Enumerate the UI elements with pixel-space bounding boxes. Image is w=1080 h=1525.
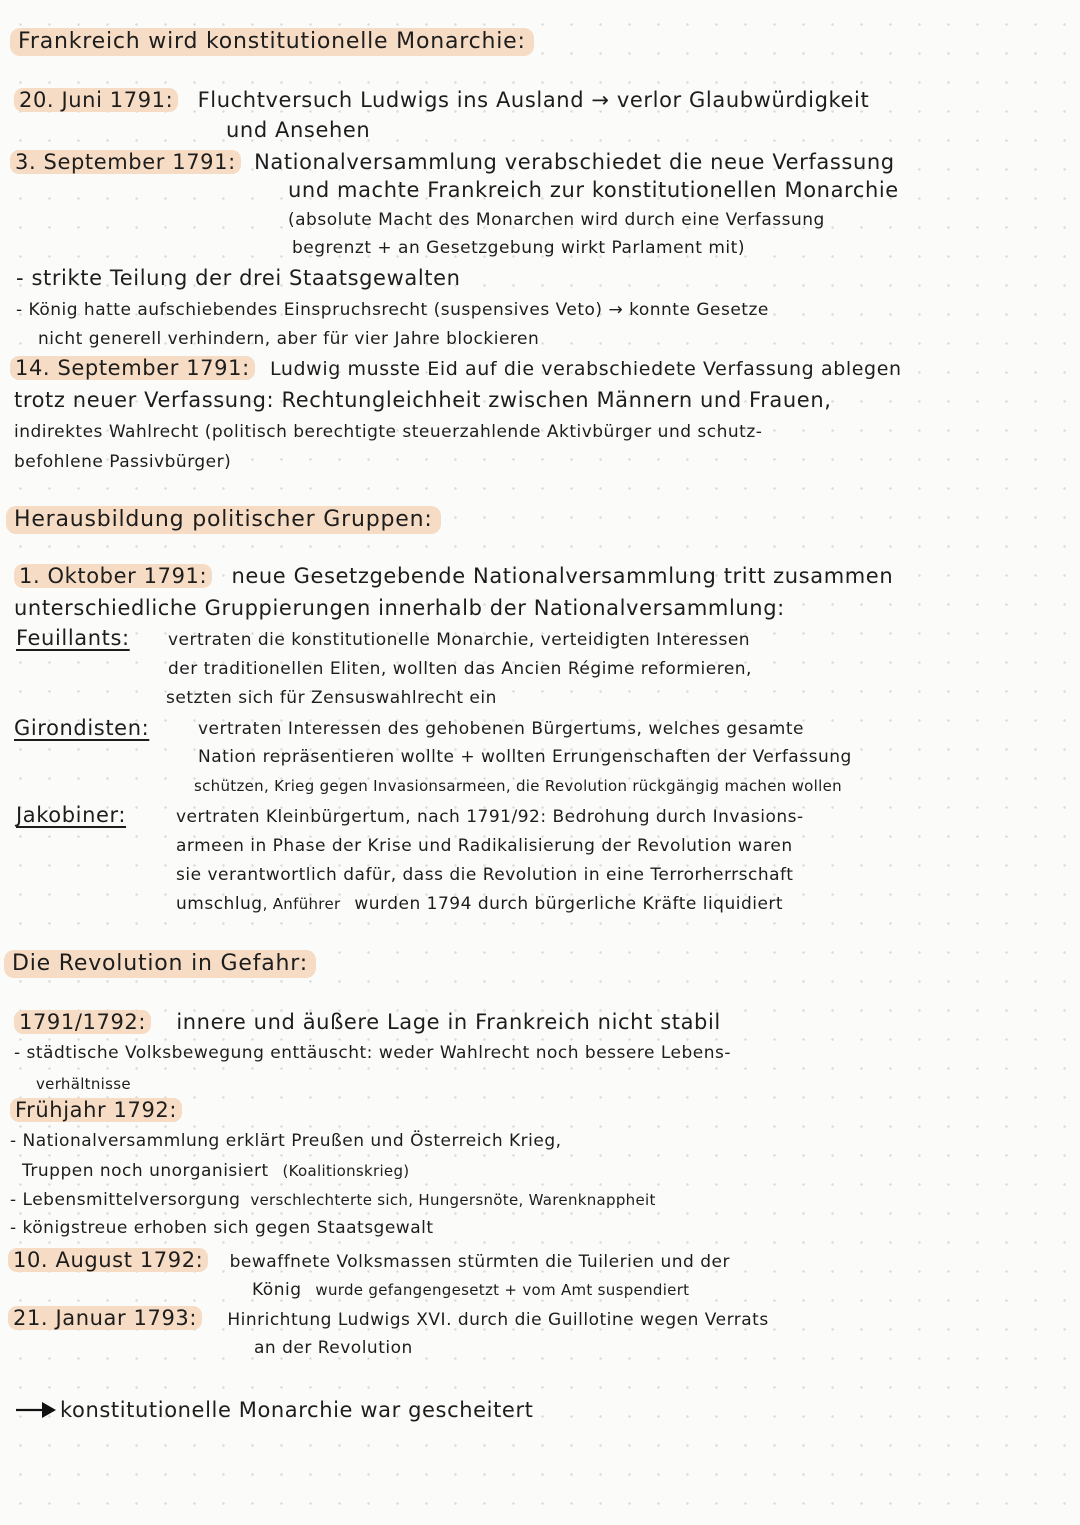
bullet-line: - König hatte aufschiebendes Einspruchsrecht (suspensives Veto) → konnte Gesetze <box>16 300 769 320</box>
jakobiner-line: armeen in Phase der Krise und Radikalisierung der Revolution waren <box>176 836 793 856</box>
entry-text: bewaffnete Volksmassen stürmten die Tuilerien und der <box>229 1252 730 1272</box>
entry-fruehjahr-1792 <box>10 1096 182 1124</box>
date-highlight: Frühjahr 1792: <box>10 1098 182 1122</box>
date-highlight: 3. September 1791: <box>10 150 241 174</box>
text-fragment: verschlechterte sich, Hungersnöte, Warenknappheit <box>250 1191 656 1209</box>
text-fragment: , Anführer <box>262 895 341 913</box>
date-highlight: 10. August 1792: <box>8 1248 208 1272</box>
note-line: und machte Frankreich zur konstitutionellen Monarchie <box>288 178 899 202</box>
text-fragment: - Lebensmittelversorgung <box>10 1190 241 1210</box>
note-line: unterschiedliche Gruppierungen innerhalb der Nationalversammlung: <box>14 596 785 620</box>
entry-text: Ludwig musste Eid auf die verabschiedete Verfassung ablegen <box>270 358 902 380</box>
feuillants-line: vertraten die konstitutionelle Monarchie, verteidigten Interessen <box>168 630 751 650</box>
jakobiner-label <box>16 801 126 829</box>
date-highlight: 1791/1792: <box>14 1010 151 1034</box>
group-label: Jakobiner: <box>16 803 127 827</box>
heading-revolution-in-gefahr: Die Revolution in Gefahr: <box>4 950 316 978</box>
arrow-right-icon <box>14 1400 58 1420</box>
entry-1-oktober-1791 <box>14 562 893 590</box>
text-fragment: wurde gefangengesetzt + vom Amt suspendiert <box>315 1281 690 1299</box>
entry-text: Fluchtversuch Ludwigs ins Ausland → verlor Glaubwürdigkeit <box>197 88 870 112</box>
entry-14-september-1791 <box>10 354 902 383</box>
entry-text: innere und äußere Lage in Frankreich nicht stabil <box>176 1010 721 1034</box>
group-label: Girondisten: <box>14 716 150 740</box>
note-line: verhältnisse <box>36 1075 131 1093</box>
entry-text: Hinrichtung Ludwigs XVI. durch die Guillotine wegen Verrats <box>227 1310 769 1330</box>
bullet-line: - strikte Teilung der drei Staatsgewalten <box>16 266 461 290</box>
girondisten-line: vertraten Interessen des gehobenen Bürgertums, welches gesamte <box>198 719 804 739</box>
jakobiner-line: vertraten Kleinbürgertum, nach 1791/92: Bedrohung durch Invasions- <box>176 807 804 827</box>
heading-politische-gruppen: Herausbildung politischer Gruppen: <box>6 506 441 534</box>
entry-21-januar-1793 <box>8 1304 769 1334</box>
text-fragment: wurden 1794 durch bürgerliche Kräfte liquidiert <box>354 894 784 914</box>
entry-3-september-1791 <box>10 148 895 176</box>
note-line: begrenzt + an Gesetzgebung wirkt Parlament mit) <box>292 238 745 258</box>
note-line: nicht generell verhindern, aber für vier Jahre blockieren <box>38 329 540 349</box>
entry-1791-1792 <box>14 1008 721 1036</box>
note-line <box>252 1276 689 1304</box>
group-label: Feuillants: <box>16 626 130 650</box>
jakobiner-line: sie verantwortlich dafür, dass die Revolution in eine Terrorherrschaft <box>176 865 794 885</box>
feuillants-label <box>16 624 130 652</box>
text-fragment: König <box>252 1280 302 1300</box>
text-fragment: Truppen noch unorganisiert <box>22 1161 269 1181</box>
bullet-line: - königstreue erhoben sich gegen Staatsgewalt <box>10 1218 434 1238</box>
text-fragment: umschlug <box>176 894 263 914</box>
entry-20-juni-1791 <box>14 86 869 114</box>
note-line: befohlene Passivbürger) <box>14 452 232 472</box>
entry-text: neue Gesetzgebende Nationalversammlung tritt zusammen <box>231 564 894 588</box>
jakobiner-line <box>176 890 783 918</box>
bullet-line <box>10 1186 656 1214</box>
conclusion-line: konstitutionelle Monarchie war gescheitert <box>60 1398 534 1422</box>
text-fragment: (Koalitionskrieg) <box>282 1162 410 1180</box>
bullet-line: - städtische Volksbewegung enttäuscht: weder Wahlrecht noch bessere Lebens- <box>14 1043 731 1063</box>
note-line: an der Revolution <box>254 1338 413 1358</box>
feuillants-line: der traditionellen Eliten, wollten das Ancien Régime reformieren, <box>168 659 752 679</box>
entry-text: Nationalversammlung verabschiedet die neue Verfassung <box>254 150 895 174</box>
note-line <box>22 1157 409 1185</box>
note-line: (absolute Macht des Monarchen wird durch eine Verfassung <box>288 210 825 230</box>
note-line: trotz neuer Verfassung: Rechtungleichheit zwischen Männern und Frauen, <box>14 388 832 412</box>
date-highlight: 1. Oktober 1791: <box>14 564 212 588</box>
girondisten-line: schützen, Krieg gegen Invasionsarmeen, die Revolution rückgängig machen wollen <box>194 777 842 795</box>
feuillants-line: setzten sich für Zensuswahlrecht ein <box>166 688 497 708</box>
heading-konstitutionelle-monarchie: Frankreich wird konstitutionelle Monarchie: <box>10 28 534 56</box>
note-line: und Ansehen <box>226 118 371 142</box>
date-highlight: 20. Juni 1791: <box>14 88 178 112</box>
note-line: indirektes Wahlrecht (politisch berechtigte steuerzahlende Aktivbürger und schutz- <box>14 422 763 442</box>
girondisten-line: Nation repräsentieren wollte + wollten Errungenschaften der Verfassung <box>198 747 852 767</box>
date-highlight: 14. September 1791: <box>10 356 255 380</box>
girondisten-label <box>14 714 149 742</box>
entry-10-august-1792 <box>8 1246 730 1276</box>
bullet-line: - Nationalversammlung erklärt Preußen und Österreich Krieg, <box>10 1131 562 1151</box>
date-highlight: 21. Januar 1793: <box>8 1306 202 1330</box>
